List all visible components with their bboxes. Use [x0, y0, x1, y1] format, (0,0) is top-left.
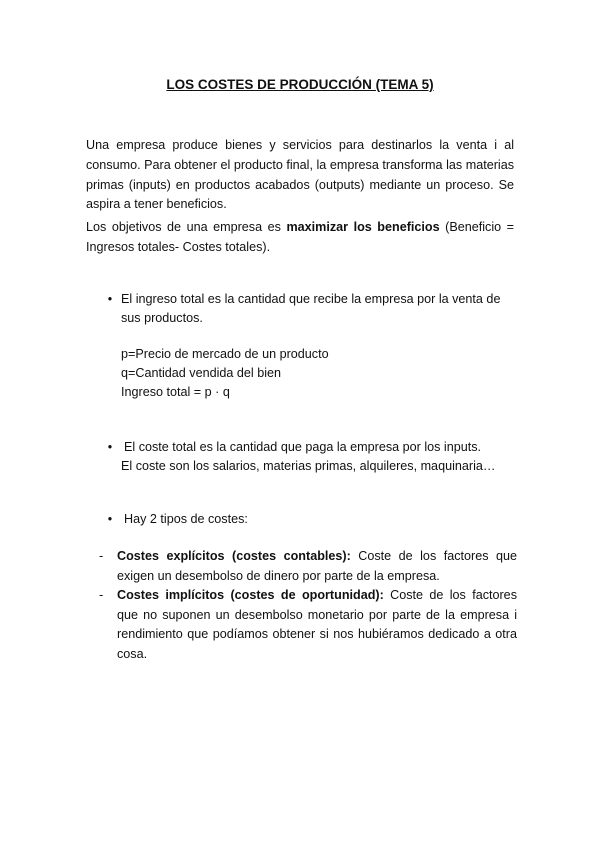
formula-q: q=Cantidad vendida del bien — [121, 366, 281, 380]
formula-total: Ingreso total = p · q — [121, 385, 230, 399]
page-title — [0, 77, 600, 92]
formula-p: p=Precio de mercado de un producto — [121, 347, 329, 361]
cost-implicitos-desc: Coste de los factores que no suponen un desembolso monetario por parte de la empresa i rendimiento que podíamos obtener si nos hubiéramos dedicado a otra cosa. — [117, 588, 517, 661]
objectives-bold: maximizar los beneficios — [286, 220, 440, 234]
bullet-ingreso-text: El ingreso total es la cantidad que recibe la empresa por la venta de sus productos. — [121, 292, 501, 326]
bullet-coste-line1: El coste total es la cantidad que paga la empresa por los inputs. — [124, 440, 482, 454]
objectives-paragraph — [86, 218, 514, 258]
objectives-before: Los objetivos de una empresa es — [86, 220, 287, 234]
bullet-coste-text — [121, 438, 519, 477]
cost-explicitos-label: Costes explícitos (costes contables): — [117, 549, 351, 563]
bullet-icon: • — [107, 292, 113, 306]
intro-paragraph: Una empresa produce bienes y servicios para destinarlos la venta i al consumo. Para obtener el producto final, la empresa transforma las materias primas (inputs) en productos acabados (outputs) mediante un proceso. Se aspira a tener beneficios. — [86, 138, 514, 212]
bullet-icon: • — [107, 440, 113, 454]
ingreso-formula — [121, 345, 329, 402]
dash-marker: - — [99, 588, 104, 602]
cost-explicitos-desc: Coste de los factores que exigen un desembolso de dinero por parte de la empresa. — [117, 549, 517, 583]
dash-marker: - — [99, 549, 104, 563]
cost-implicitos-label: Costes implícitos (costes de oportunidad): — [117, 588, 384, 602]
cost-explicitos-text — [117, 547, 517, 586]
cost-implicitos-text — [117, 586, 517, 664]
bullet-icon: • — [107, 512, 113, 526]
bullet-coste-line2: El coste son los salarios, materias primas, alquileres, maquinaria… — [121, 459, 496, 474]
objectives-after: (Beneficio = Ingresos totales- Costes totales). — [86, 220, 515, 254]
bullet-tipos-text: Hay 2 tipos de costes: — [124, 512, 248, 526]
page-title-text: LOS COSTES DE PRODUCCIÓN (TEMA 5) — [166, 77, 434, 92]
